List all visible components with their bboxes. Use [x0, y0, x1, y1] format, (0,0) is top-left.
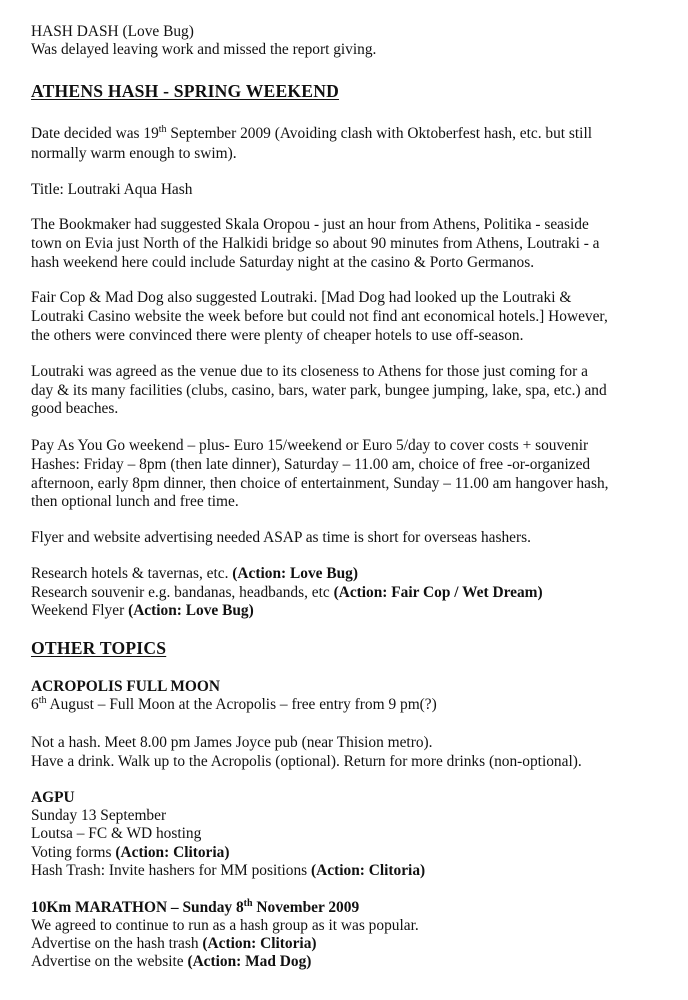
agpu-line-text: Sunday 13 September	[31, 807, 167, 824]
athens-date-pre: Date decided was 19	[31, 125, 159, 142]
agpu-heading: AGPU	[31, 789, 75, 806]
faircop-line: Loutraki Casino website the week before but could not find ant economical hotels.] However,	[31, 308, 608, 325]
agpu-line	[31, 844, 230, 862]
payg-line: Pay As You Go weekend – plus- Euro 15/weekend or Euro 5/day to cover costs + souvenir	[31, 437, 589, 454]
marathon-heading-pre: 10Km MARATHON – Sunday 8	[31, 899, 244, 916]
acropolis-heading: ACROPOLIS FULL MOON	[31, 678, 220, 695]
action-item-text: Research souvenir e.g. bandanas, headbands, etc	[31, 584, 334, 601]
agpu-line-text: Voting forms	[31, 844, 116, 861]
action-item	[31, 584, 543, 602]
flyer-line: Flyer and website advertising needed ASAP as time is short for overseas hashers.	[31, 529, 531, 546]
marathon-line	[31, 953, 311, 971]
marathon-line-action: (Action: Mad Dog)	[187, 953, 312, 970]
action-item	[31, 565, 358, 583]
agpu-line	[31, 862, 425, 880]
acropolis-date-num: 6	[31, 696, 39, 713]
other-topics-title: OTHER TOPICS	[31, 638, 167, 658]
action-item-owner: (Action: Fair Cop / Wet Dream)	[333, 584, 543, 601]
marathon-heading-sup: th	[243, 898, 253, 909]
agpu-line	[31, 807, 166, 825]
action-item-owner: (Action: Love Bug)	[232, 565, 358, 582]
agpu-line-action: (Action: Clitoria)	[115, 844, 230, 861]
marathon-line-text: We agreed to continue to run as a hash group as it was popular.	[31, 917, 419, 934]
payg-line: then optional lunch and free time.	[31, 493, 239, 510]
acropolis-date-sup: th	[38, 695, 47, 706]
acropolis-line: Have a drink. Walk up to the Acropolis (optional). Return for more drinks (non-optional).	[31, 753, 582, 770]
payg-line: Hashes: Friday – 8pm (then late dinner), Saturday – 11.00 am, choice of free -or-organized	[31, 456, 591, 473]
venue-line: Loutraki was agreed as the venue due to its closeness to Athens for those just coming for a	[31, 363, 588, 380]
bookmaker-line: hash weekend here could include Saturday night at the casino & Porto Germanos.	[31, 254, 535, 271]
acropolis-line: Not a hash. Meet 8.00 pm James Joyce pub (near Thision metro).	[31, 734, 433, 751]
action-item	[31, 602, 254, 620]
athens-title-line: Title: Loutraki Aqua Hash	[31, 181, 193, 198]
agpu-line-action: (Action: Clitoria)	[311, 862, 426, 879]
athens-section-title: ATHENS HASH - SPRING WEEKEND	[31, 81, 340, 101]
hash-dash-heading	[31, 23, 194, 41]
marathon-heading-post: November 2009	[252, 899, 360, 916]
marathon-heading	[31, 899, 359, 917]
action-item-text: Weekend Flyer	[31, 602, 129, 619]
athens-date-sup: th	[158, 124, 167, 135]
marathon-line	[31, 917, 419, 935]
marathon-line-text: Advertise on the website	[31, 953, 188, 970]
marathon-line-action: (Action: Clitoria)	[202, 935, 317, 952]
action-item-owner: (Action: Love Bug)	[128, 602, 254, 619]
hash-dash-heading-text: HASH DASH (Love Bug)	[31, 23, 194, 40]
action-item-text: Research hotels & tavernas, etc.	[31, 565, 233, 582]
acropolis-date-line	[31, 696, 437, 714]
venue-line: day & its many facilities (clubs, casino, bars, water park, bungee jumping, lake, spa, etc.) and	[31, 382, 607, 399]
agpu-line	[31, 825, 201, 843]
marathon-line-text: Advertise on the hash trash	[31, 935, 203, 952]
athens-date-line2: normally warm enough to swim).	[31, 145, 237, 162]
hash-dash-text: Was delayed leaving work and missed the report giving.	[31, 41, 377, 58]
athens-date-line	[31, 125, 592, 143]
marathon-line	[31, 935, 317, 953]
agpu-line-text: Hash Trash: Invite hashers for MM positions	[31, 862, 312, 879]
athens-date-post: September 2009 (Avoiding clash with Oktoberfest hash, etc. but still	[166, 125, 593, 142]
acropolis-date-rest: August – Full Moon at the Acropolis – free entry from 9 pm(?)	[46, 696, 437, 713]
bookmaker-line: town on Evia just North of the Halkidi bridge so about 90 minutes from Athens, Loutraki - a	[31, 235, 600, 252]
faircop-line: the others were convinced there were plenty of cheaper hotels to use off-season.	[31, 327, 524, 344]
bookmaker-line: The Bookmaker had suggested Skala Oropou - just an hour from Athens, Politika - seaside	[31, 216, 589, 233]
agpu-line-text: Loutsa – FC & WD hosting	[31, 825, 202, 842]
payg-line: afternoon, early 8pm dinner, then choice of entertainment, Sunday – 11.00 am hangover hash,	[31, 475, 609, 492]
venue-line: good beaches.	[31, 400, 119, 417]
faircop-line: Fair Cop & Mad Dog also suggested Loutraki. [Mad Dog had looked up the Loutraki &	[31, 289, 572, 306]
